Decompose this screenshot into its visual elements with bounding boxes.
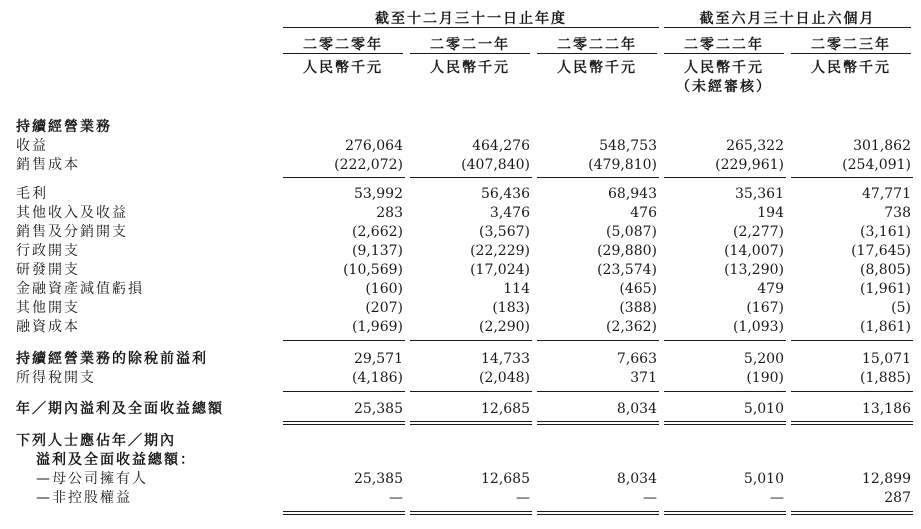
final-double-rule — [410, 511, 532, 515]
year-header-2023-interim: 二零二三年 — [811, 37, 891, 53]
cell-value: (388) — [619, 300, 657, 316]
subtotal-rule — [410, 340, 532, 341]
row-label: 其他開支 — [16, 300, 80, 316]
cell-value: 464,276 — [472, 138, 530, 154]
subtotal-rule — [537, 391, 659, 392]
cell-value: 25,385 — [354, 401, 403, 417]
cell-value: 8,034 — [616, 471, 657, 487]
cell-value: 7,663 — [616, 351, 657, 367]
unaudited-note: （未經審核） — [676, 79, 772, 95]
cell-value: 476 — [630, 205, 657, 221]
cell-value: (3,567) — [478, 224, 530, 240]
cell-value: 35,361 — [735, 186, 784, 202]
row-nci — [0, 489, 921, 508]
total-double-rule — [410, 421, 532, 425]
row-label: 收益 — [16, 138, 48, 154]
cell-value: (2,662) — [351, 224, 403, 240]
subtotal-rule — [791, 177, 913, 178]
unit-header: 人民幣千元 — [811, 60, 891, 76]
row-other-expenses — [0, 299, 921, 318]
cell-value: 371 — [630, 370, 657, 386]
row-pbt — [0, 350, 921, 369]
subtotal-rule — [791, 340, 913, 341]
cell-value: 12,685 — [481, 401, 530, 417]
unit-header: 人民幣千元 — [557, 60, 637, 76]
cell-value: (1,961) — [859, 281, 911, 297]
row-label: 銷售成本 — [16, 157, 80, 173]
total-double-rule — [537, 421, 659, 425]
cell-value: 479 — [757, 281, 784, 297]
cell-value: (207) — [365, 300, 403, 316]
cell-value: (8,805) — [859, 262, 911, 278]
final-double-rule — [791, 511, 913, 515]
cell-value: (22,229) — [470, 243, 530, 259]
cell-value: (17,024) — [470, 262, 530, 278]
row-tax — [0, 369, 921, 388]
subtotal-rule — [283, 177, 405, 178]
year-header-2022-interim: 二零二二年 — [684, 37, 764, 53]
cell-value: 25,385 — [354, 471, 403, 487]
cell-value: 276,064 — [345, 138, 403, 154]
cell-value: (1,861) — [859, 319, 911, 335]
year-rule — [410, 53, 530, 54]
cell-value: (407,840) — [461, 157, 530, 173]
row-label: 持續經營業務的除稅前溢利 — [16, 351, 208, 367]
cell-value: 3,476 — [489, 205, 530, 221]
cell-value: (1,093) — [732, 319, 784, 335]
period-interim-header: 截至六月三十日止六個月 — [699, 11, 876, 27]
year-rule — [283, 53, 403, 54]
cell-value: (167) — [746, 300, 784, 316]
section-continuing-label: 持續經營業務 — [16, 119, 112, 135]
unit-header: 人民幣千元 — [430, 60, 510, 76]
subtotal-rule — [410, 177, 532, 178]
subtotal-rule — [537, 177, 659, 178]
year-rule — [537, 53, 657, 54]
cell-value: 53,992 — [354, 186, 403, 202]
subtotal-rule — [664, 340, 786, 341]
row-gross-profit — [0, 185, 921, 204]
row-label: 融資成本 — [16, 319, 80, 335]
cell-value: — — [643, 490, 657, 506]
year-header-2022: 二零二二年 — [557, 37, 637, 53]
unit-header: 人民幣千元 — [303, 60, 383, 76]
cell-value: — — [516, 490, 530, 506]
row-total — [0, 400, 921, 419]
cell-value: (23,574) — [597, 262, 657, 278]
cell-value: 283 — [376, 205, 403, 221]
cell-value: (2,290) — [478, 319, 530, 335]
cell-value: 301,862 — [853, 138, 911, 154]
row-impairment — [0, 280, 921, 299]
cell-value: 114 — [503, 281, 530, 297]
row-label: 金融資產減值虧損 — [16, 281, 144, 297]
row-label: 其他收入及收益 — [16, 205, 128, 221]
unit-header: 人民幣千元 — [684, 60, 764, 76]
attributable-heading-2: 溢利及全面收益總額： — [36, 452, 196, 468]
cell-value: — — [389, 490, 403, 506]
cell-value: (465) — [619, 281, 657, 297]
cell-value: 12,899 — [862, 471, 911, 487]
total-double-rule — [791, 421, 913, 425]
year-header-2021: 二零二一年 — [430, 37, 510, 53]
subtotal-rule — [537, 340, 659, 341]
cell-value: (160) — [365, 281, 403, 297]
subtotal-rule — [283, 340, 405, 341]
cell-value: (183) — [492, 300, 530, 316]
cell-value: 5,010 — [743, 471, 784, 487]
total-double-rule — [664, 421, 786, 425]
row-selling — [0, 223, 921, 242]
row-label: 銷售及分銷開支 — [16, 224, 128, 240]
cell-value: (13,290) — [724, 262, 784, 278]
year-rule — [791, 53, 911, 54]
cell-value: (5,087) — [605, 224, 657, 240]
cell-value: 194 — [757, 205, 784, 221]
period-annual-header: 截至十二月三十一日止年度 — [375, 11, 567, 27]
period-annual-rule — [283, 27, 659, 28]
cell-value: (2,362) — [605, 319, 657, 335]
year-rule — [664, 53, 784, 54]
subtotal-rule — [664, 177, 786, 178]
row-admin — [0, 242, 921, 261]
final-double-rule — [537, 511, 659, 515]
row-cost-of-sales — [0, 156, 921, 175]
cell-value: (4,186) — [351, 370, 403, 386]
period-interim-rule — [664, 27, 911, 28]
final-double-rule — [664, 511, 786, 515]
subtotal-rule — [283, 391, 405, 392]
cell-value: 287 — [884, 490, 911, 506]
cell-value: (9,137) — [351, 243, 403, 259]
row-label: —非控股權益 — [36, 490, 132, 506]
cell-value: 14,733 — [481, 351, 530, 367]
cell-value: (479,810) — [588, 157, 657, 173]
row-label: 研發開支 — [16, 262, 80, 278]
cell-value: 15,071 — [862, 351, 911, 367]
subtotal-rule — [791, 391, 913, 392]
cell-value: (10,569) — [343, 262, 403, 278]
subtotal-rule — [664, 391, 786, 392]
cell-value: (2,048) — [478, 370, 530, 386]
row-other-income — [0, 204, 921, 223]
attributable-heading-1: 下列人士應佔年／期內 — [16, 433, 176, 449]
row-finance-costs — [0, 318, 921, 337]
cell-value: 13,186 — [862, 401, 911, 417]
row-label: 所得稅開支 — [16, 370, 96, 386]
cell-value: (229,961) — [715, 157, 784, 173]
cell-value: 5,200 — [743, 351, 784, 367]
cell-value: 5,010 — [743, 401, 784, 417]
cell-value: 8,034 — [616, 401, 657, 417]
cell-value: (190) — [746, 370, 784, 386]
cell-value: (222,072) — [334, 157, 403, 173]
cell-value: 548,753 — [599, 138, 657, 154]
cell-value: 56,436 — [481, 186, 530, 202]
cell-value: (3,161) — [859, 224, 911, 240]
cell-value: (29,880) — [597, 243, 657, 259]
year-header-2020: 二零二零年 — [303, 37, 383, 53]
cell-value: (2,277) — [732, 224, 784, 240]
row-label: 行政開支 — [16, 243, 80, 259]
cell-value: 12,685 — [481, 471, 530, 487]
total-double-rule — [283, 421, 405, 425]
cell-value: (254,091) — [842, 157, 911, 173]
cell-value: (1,885) — [859, 370, 911, 386]
row-rnd — [0, 261, 921, 280]
row-label: 年／期內溢利及全面收益總額 — [16, 401, 224, 417]
subtotal-rule — [410, 391, 532, 392]
row-revenue — [0, 137, 921, 156]
cell-value: (1,969) — [351, 319, 403, 335]
row-label: —母公司擁有人 — [36, 471, 148, 487]
cell-value: 29,571 — [354, 351, 403, 367]
cell-value: 265,322 — [726, 138, 784, 154]
cell-value: 738 — [884, 205, 911, 221]
cell-value: — — [770, 490, 784, 506]
row-owners — [0, 470, 921, 489]
cell-value: (14,007) — [724, 243, 784, 259]
cell-value: 47,771 — [862, 186, 911, 202]
row-label: 毛利 — [16, 186, 48, 202]
cell-value: (17,645) — [851, 243, 911, 259]
cell-value: 68,943 — [608, 186, 657, 202]
final-double-rule — [283, 511, 405, 515]
cell-value: (5) — [891, 300, 911, 316]
